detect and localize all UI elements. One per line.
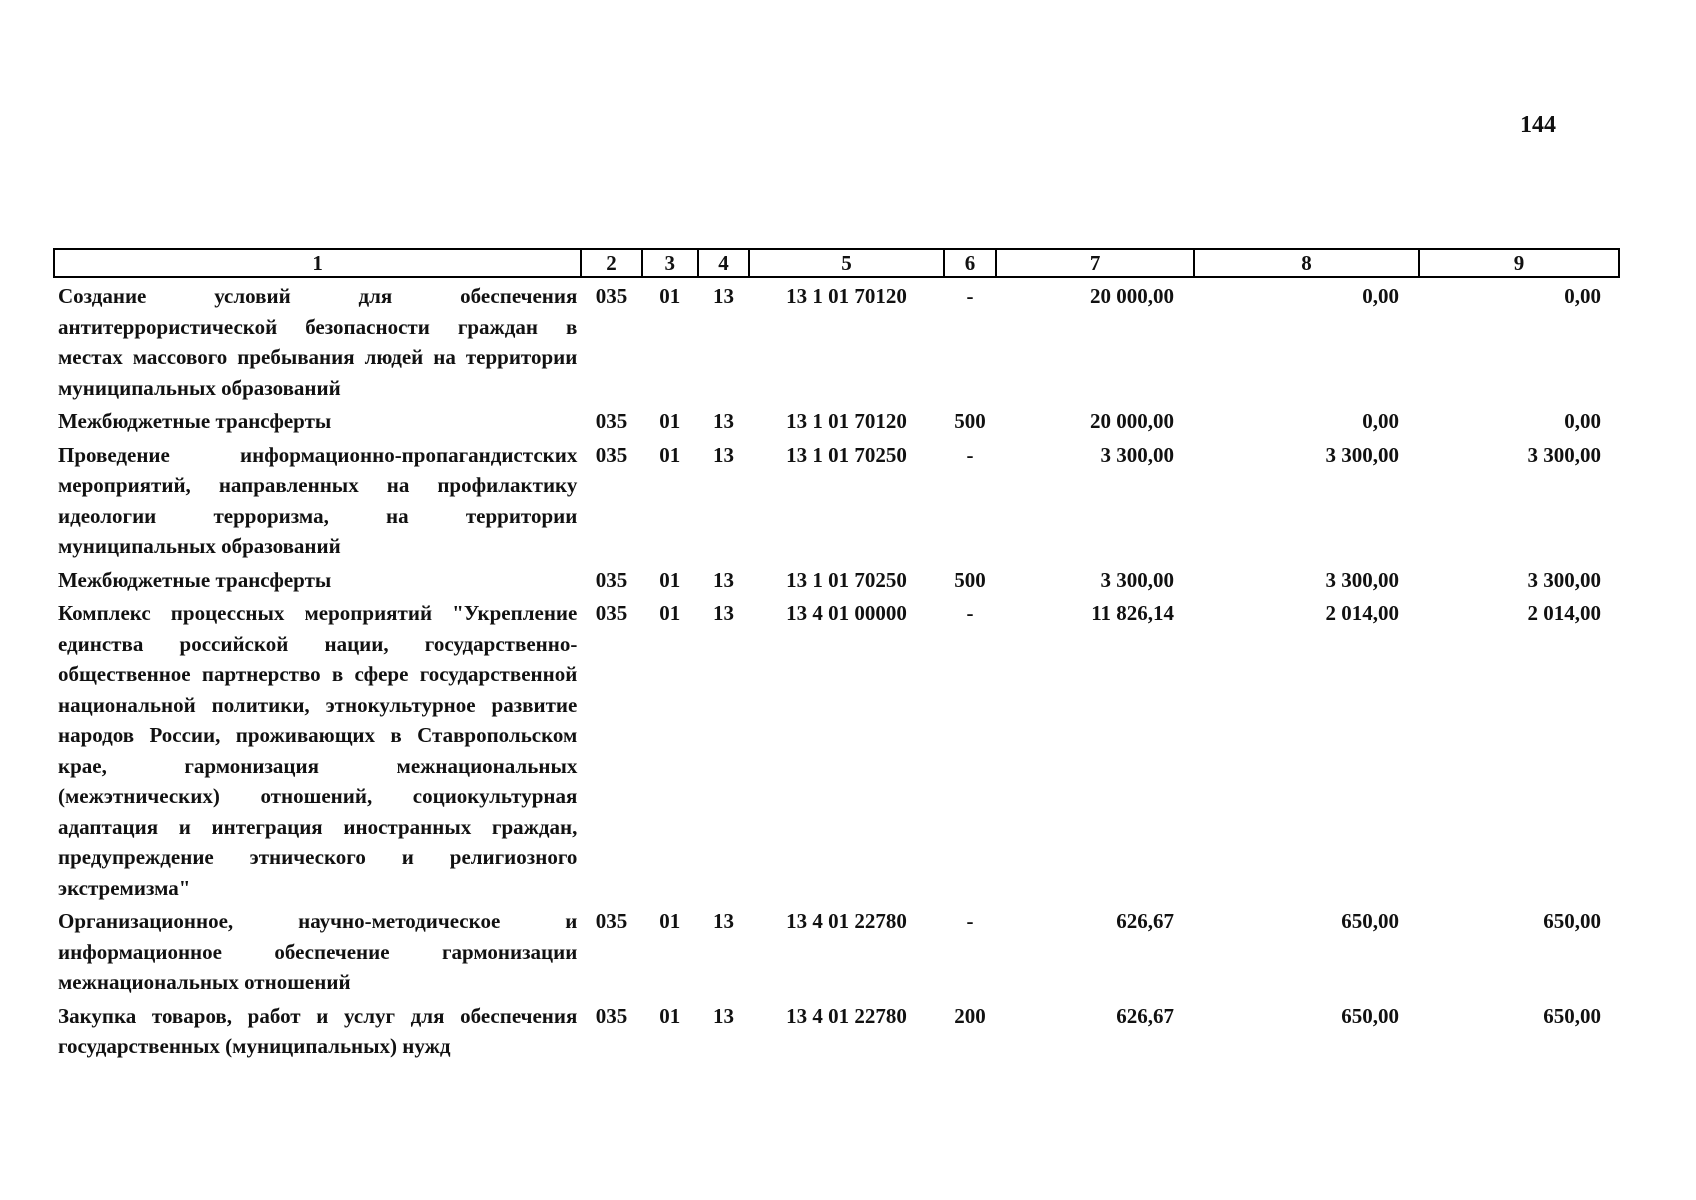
row-name: Межбюджетные трансферты [58, 567, 332, 592]
row-col-7: 626,67 [1116, 1003, 1175, 1028]
row-col-5: 13 4 01 00000 [786, 601, 907, 625]
header-col-6: 6 [944, 249, 996, 277]
row-col-4: 13 [712, 442, 734, 467]
header-col-4: 4 [698, 249, 749, 277]
row-name: Организационное, научно-методическое и информационное обеспечение гармонизации межнациональных отношений [58, 909, 578, 994]
table-row [54, 595, 1619, 903]
row-col-7: 11 826,14 [1091, 601, 1175, 625]
table-body [54, 277, 1619, 1062]
header-col-9: 9 [1419, 249, 1619, 277]
table-row [54, 437, 1619, 562]
row-col-8: 3 300,00 [1325, 442, 1400, 467]
row-col-9: 0,00 [1564, 284, 1601, 308]
row-col-4: 13 [712, 567, 734, 592]
row-col-5: 13 4 01 22780 [786, 1003, 907, 1028]
row-col-6: - [966, 284, 974, 308]
row-col-9: 650,00 [1543, 909, 1601, 933]
row-col-3: 01 [659, 601, 681, 625]
row-col-6: - [966, 442, 974, 467]
row-col-7: 20 000,00 [1090, 284, 1175, 308]
header-col-3: 3 [642, 249, 698, 277]
table-row [54, 998, 1619, 1062]
budget-table [53, 248, 1620, 1062]
row-col-7: 3 300,00 [1100, 442, 1175, 467]
table-row [54, 903, 1619, 998]
row-col-3: 01 [659, 409, 681, 433]
row-name: Создание условий для обеспечения антитеррористической безопасности граждан в местах массового пребывания людей на территории муниципальных образований [58, 284, 578, 400]
row-col-8: 650,00 [1341, 1003, 1400, 1028]
row-name: Межбюджетные трансферты [58, 409, 332, 433]
row-col-9: 2 014,00 [1527, 601, 1601, 625]
row-col-7: 3 300,00 [1100, 567, 1175, 592]
table-row [54, 403, 1619, 437]
row-col-5: 13 1 01 70120 [786, 409, 907, 433]
row-col-3: 01 [659, 909, 681, 933]
row-name: Закупка товаров, работ и услуг для обеспечения государственных (муниципальных) нужд [58, 1003, 578, 1058]
row-col-4: 13 [712, 1003, 734, 1028]
row-col-2: 035 [595, 909, 628, 933]
table-row [54, 277, 1619, 403]
table-header [54, 249, 1619, 277]
row-col-6: 500 [954, 409, 986, 433]
row-col-6: - [966, 601, 974, 625]
row-col-2: 035 [595, 284, 628, 308]
row-col-6: 200 [954, 1003, 986, 1028]
table-row [54, 562, 1619, 596]
header-col-1: 1 [54, 249, 581, 277]
header-col-7: 7 [996, 249, 1194, 277]
row-col-3: 01 [659, 442, 681, 467]
row-col-2: 035 [595, 601, 628, 625]
row-col-7: 626,67 [1116, 909, 1175, 933]
row-col-8: 650,00 [1341, 909, 1400, 933]
header-col-5: 5 [749, 249, 944, 277]
row-col-4: 13 [712, 409, 734, 433]
row-col-3: 01 [659, 284, 681, 308]
row-col-6: - [966, 909, 974, 933]
row-col-5: 13 4 01 22780 [786, 909, 907, 933]
row-col-6: 500 [954, 567, 986, 592]
row-col-8: 0,00 [1362, 284, 1400, 308]
row-name: Проведение информационно-пропагандистских мероприятий, направленных на профилактику идеологии терроризма, на территории муниципальных образований [58, 442, 578, 558]
header-row [54, 249, 1619, 277]
header-col-8: 8 [1194, 249, 1419, 277]
row-col-8: 3 300,00 [1325, 567, 1400, 592]
row-col-9: 3 300,00 [1527, 442, 1601, 467]
row-col-4: 13 [712, 909, 734, 933]
row-col-9: 650,00 [1543, 1003, 1601, 1028]
page-number: 144 [1520, 112, 1556, 138]
header-col-2: 2 [581, 249, 641, 277]
row-col-2: 035 [595, 442, 628, 467]
row-col-2: 035 [595, 567, 628, 592]
row-col-2: 035 [595, 409, 628, 433]
row-col-5: 13 1 01 70120 [786, 284, 907, 308]
row-col-2: 035 [595, 1003, 628, 1028]
row-col-9: 3 300,00 [1527, 567, 1601, 592]
row-col-8: 0,00 [1362, 409, 1400, 433]
row-name: Комплекс процессных мероприятий "Укрепление единства российской нации, государственно-общественное партнерство в сфере государственной национальной политики, этнокультурное развитие народов России, проживающих в Ставропольском крае, гармонизация межнациональных (межэтнических) отношений, социокультурная адаптация и интеграция иностранных граждан, предупреждение этнического и религиозного экстремизма" [58, 601, 578, 900]
row-col-9: 0,00 [1564, 409, 1601, 433]
row-col-4: 13 [712, 601, 734, 625]
row-col-5: 13 1 01 70250 [786, 567, 907, 592]
row-col-4: 13 [712, 284, 734, 308]
row-col-3: 01 [659, 567, 681, 592]
row-col-8: 2 014,00 [1325, 601, 1400, 625]
row-col-5: 13 1 01 70250 [786, 442, 907, 467]
row-col-7: 20 000,00 [1090, 409, 1175, 433]
row-col-3: 01 [659, 1003, 681, 1028]
